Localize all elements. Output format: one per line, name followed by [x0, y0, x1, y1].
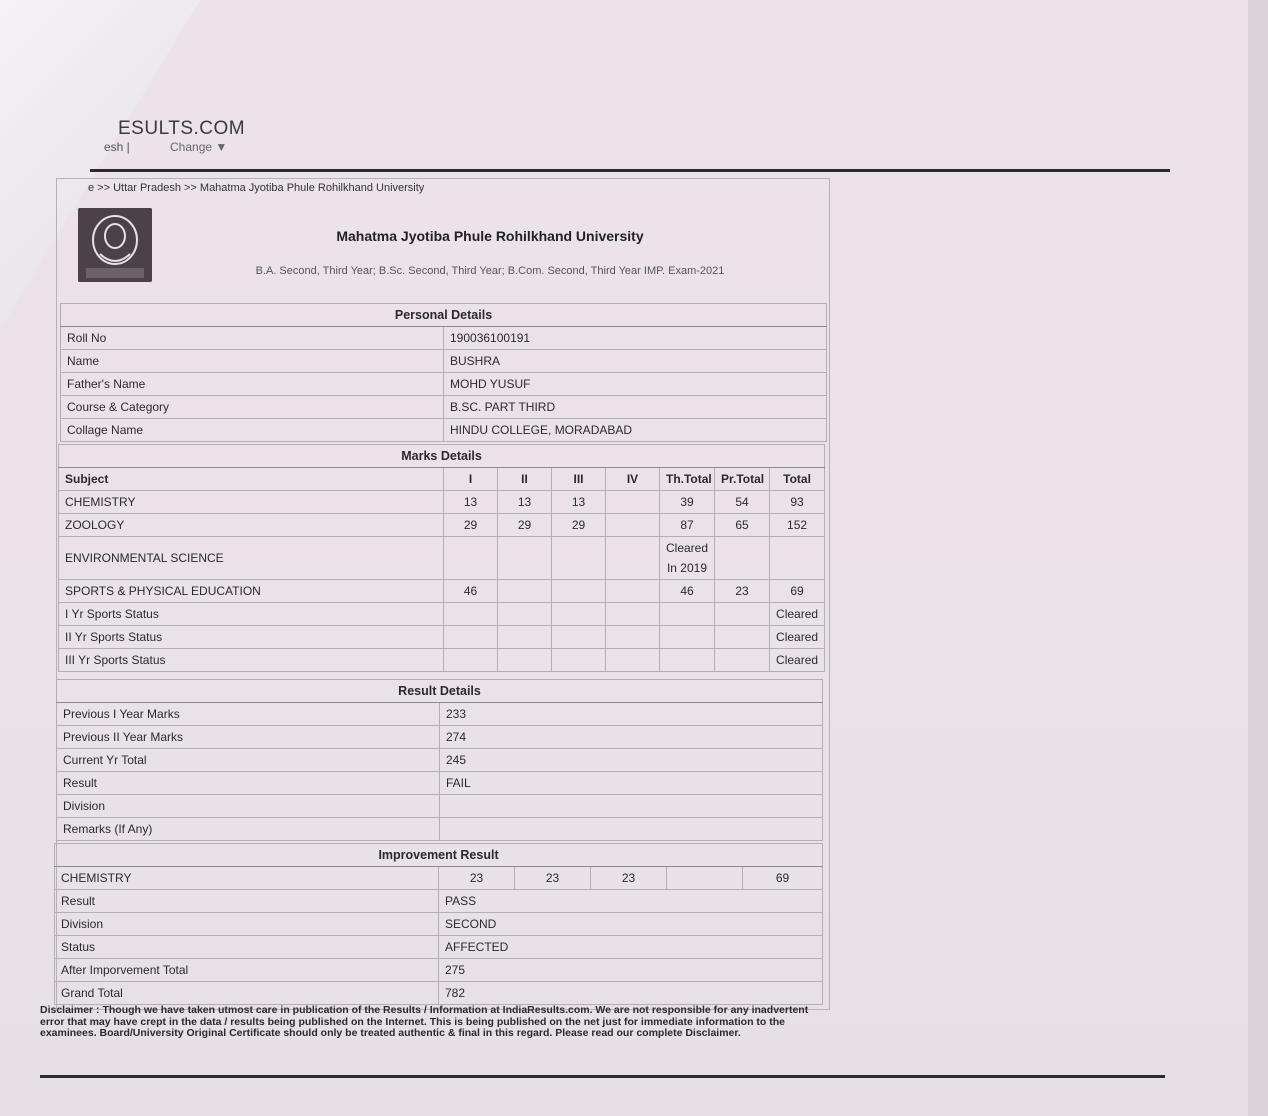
row-value: SECOND [439, 913, 823, 936]
column-header: II [498, 468, 552, 491]
subject-name: CHEMISTRY [59, 491, 444, 514]
course-value: B.SC. PART THIRD [444, 396, 827, 419]
mark-cell [606, 626, 660, 649]
result-details-table [56, 679, 823, 841]
table-row [55, 936, 823, 959]
mark-cell: 29 [444, 514, 498, 537]
mark-cell [498, 580, 552, 603]
row-value: 233 [440, 703, 823, 726]
site-logo[interactable]: ESULTS.COM [118, 118, 246, 139]
table-header-row [59, 468, 825, 491]
subject-name: ZOOLOGY [59, 514, 444, 537]
table-row [55, 867, 823, 890]
th-total-cell: 46 [660, 580, 715, 603]
mark-cell [552, 626, 606, 649]
pr-total-cell: 54 [715, 491, 770, 514]
total-cell: 152 [770, 514, 825, 537]
header-rule [90, 169, 1170, 172]
table-row [55, 982, 823, 1005]
column-header: IV [606, 468, 660, 491]
mark-cell [606, 649, 660, 672]
mark-cell: 23 [515, 867, 591, 890]
table-row [55, 959, 823, 982]
college-value: HINDU COLLEGE, MORADABAD [444, 419, 827, 442]
mark-cell: 13 [498, 491, 552, 514]
table-row [61, 396, 827, 419]
total-cell: 69 [770, 580, 825, 603]
improvement-result-table [54, 843, 823, 1005]
row-label: Father's Name [61, 373, 444, 396]
total-cell [770, 537, 825, 580]
table-row [57, 703, 823, 726]
th-total-cell: 39 [660, 491, 715, 514]
mark-cell [606, 603, 660, 626]
mark-cell [498, 537, 552, 580]
breadcrumb[interactable]: e >> Uttar Pradesh >> Mahatma Jyotiba Phule Rohilkhand University [88, 182, 425, 194]
column-header: Pr.Total [715, 468, 770, 491]
th-total-cell [660, 626, 715, 649]
table-row [59, 491, 825, 514]
row-value: PASS [439, 890, 823, 913]
row-label: Division [55, 913, 439, 936]
column-header: I [444, 468, 498, 491]
row-label: Roll No [61, 327, 444, 350]
grand-total-value: 782 [439, 982, 823, 1005]
table-row [61, 350, 827, 373]
mark-cell [552, 537, 606, 580]
row-value: 245 [440, 749, 823, 772]
mark-cell: 13 [552, 491, 606, 514]
mark-cell: 23 [591, 867, 667, 890]
row-label: Grand Total [55, 982, 439, 1005]
row-label: Status [55, 936, 439, 959]
pr-total-cell: 65 [715, 514, 770, 537]
result-status-value: FAIL [440, 772, 823, 795]
row-label: Result [57, 772, 440, 795]
mark-cell [606, 514, 660, 537]
row-label: Division [57, 795, 440, 818]
mark-cell [444, 626, 498, 649]
mark-cell [498, 603, 552, 626]
mark-cell [552, 603, 606, 626]
mark-cell [444, 537, 498, 580]
change-state-link[interactable]: Change ▼ [170, 140, 228, 154]
personal-details-table [60, 303, 827, 442]
mark-cell: 29 [498, 514, 552, 537]
row-label: Collage Name [61, 419, 444, 442]
pr-total-cell [715, 603, 770, 626]
table-row [61, 419, 827, 442]
table-row [61, 327, 827, 350]
table-row [59, 537, 825, 580]
total-cell: 93 [770, 491, 825, 514]
paper-edge [1248, 0, 1268, 1116]
mark-cell [606, 537, 660, 580]
pr-total-cell [715, 649, 770, 672]
row-value: 274 [440, 726, 823, 749]
th-total-cell: 87 [660, 514, 715, 537]
table-row [57, 749, 823, 772]
disclaimer-text: Disclaimer : Though we have taken utmost care in publication of the Results / Information at IndiaResults.com. We are not responsible for any inadvertent error that may have crept in the data / results being published on the Internet. This is being published on the net just for immediate information to the examinees. Board/University Original Certificate should only be treated authentic & final in this regard. Please read our complete Disclaimer. [40, 1004, 809, 1039]
column-header: Total [770, 468, 825, 491]
subject-name: CHEMISTRY [55, 867, 439, 890]
mark-cell [552, 649, 606, 672]
row-label: Remarks (If Any) [57, 818, 440, 841]
column-header: III [552, 468, 606, 491]
table-row [59, 649, 825, 672]
marks-details-heading: Marks Details [59, 445, 825, 468]
table-row [57, 818, 823, 841]
pr-total-cell [715, 626, 770, 649]
mark-cell [552, 580, 606, 603]
mark-cell: 46 [444, 580, 498, 603]
sports-status-cell: Cleared [770, 649, 825, 672]
exam-subtitle: B.A. Second, Third Year; B.Sc. Second, Third Year; B.Com. Second, Third Year IMP. Exam-2021 [255, 265, 725, 277]
subject-name: III Yr Sports Status [59, 649, 444, 672]
column-header: Th.Total [660, 468, 715, 491]
name-value: BUSHRA [444, 350, 827, 373]
mark-cell [667, 867, 743, 890]
mark-cell [444, 649, 498, 672]
subject-name: SPORTS & PHYSICAL EDUCATION [59, 580, 444, 603]
row-value: 275 [439, 959, 823, 982]
table-row [59, 514, 825, 537]
mark-cell [606, 580, 660, 603]
university-emblem-icon [78, 208, 152, 282]
table-row [57, 795, 823, 818]
table-row [59, 580, 825, 603]
table-row [57, 772, 823, 795]
column-header: Subject [59, 468, 444, 491]
table-row [59, 626, 825, 649]
th-total-cell [660, 649, 715, 672]
row-value [440, 818, 823, 841]
university-title: Mahatma Jyotiba Phule Rohilkhand University [336, 228, 644, 244]
result-details-heading: Result Details [57, 680, 823, 703]
sports-status-cell: Cleared [770, 603, 825, 626]
marks-details-table [58, 444, 825, 672]
mark-cell: 29 [552, 514, 606, 537]
table-row [57, 726, 823, 749]
pr-total-cell [715, 537, 770, 580]
row-label: Course & Category [61, 396, 444, 419]
personal-details-heading: Personal Details [61, 304, 827, 327]
total-cell: 69 [743, 867, 823, 890]
mark-cell [444, 603, 498, 626]
row-label: After Imporvement Total [55, 959, 439, 982]
mark-cell [606, 491, 660, 514]
sports-status-cell: Cleared [770, 626, 825, 649]
mark-cell [498, 626, 552, 649]
table-row [55, 913, 823, 936]
mark-cell: 23 [439, 867, 515, 890]
row-label: Name [61, 350, 444, 373]
roll-no-value: 190036100191 [444, 327, 827, 350]
subject-name: I Yr Sports Status [59, 603, 444, 626]
subject-name: II Yr Sports Status [59, 626, 444, 649]
table-row [59, 603, 825, 626]
mark-cell [498, 649, 552, 672]
row-value: AFFECTED [439, 936, 823, 959]
father-name-value: MOHD YUSUF [444, 373, 827, 396]
th-total-cell [660, 603, 715, 626]
pr-total-cell: 23 [715, 580, 770, 603]
footer-rule [40, 1075, 1165, 1078]
subject-name: ENVIRONMENTAL SCIENCE [59, 537, 444, 580]
row-value [440, 795, 823, 818]
row-label: Current Yr Total [57, 749, 440, 772]
improvement-result-heading: Improvement Result [55, 844, 823, 867]
row-label: Result [55, 890, 439, 913]
row-label: Previous II Year Marks [57, 726, 440, 749]
th-total-cell: Cleared In 2019 [660, 537, 715, 580]
row-label: Previous I Year Marks [57, 703, 440, 726]
mark-cell: 13 [444, 491, 498, 514]
table-row [61, 373, 827, 396]
state-selector: esh | [104, 140, 130, 154]
table-row [55, 890, 823, 913]
